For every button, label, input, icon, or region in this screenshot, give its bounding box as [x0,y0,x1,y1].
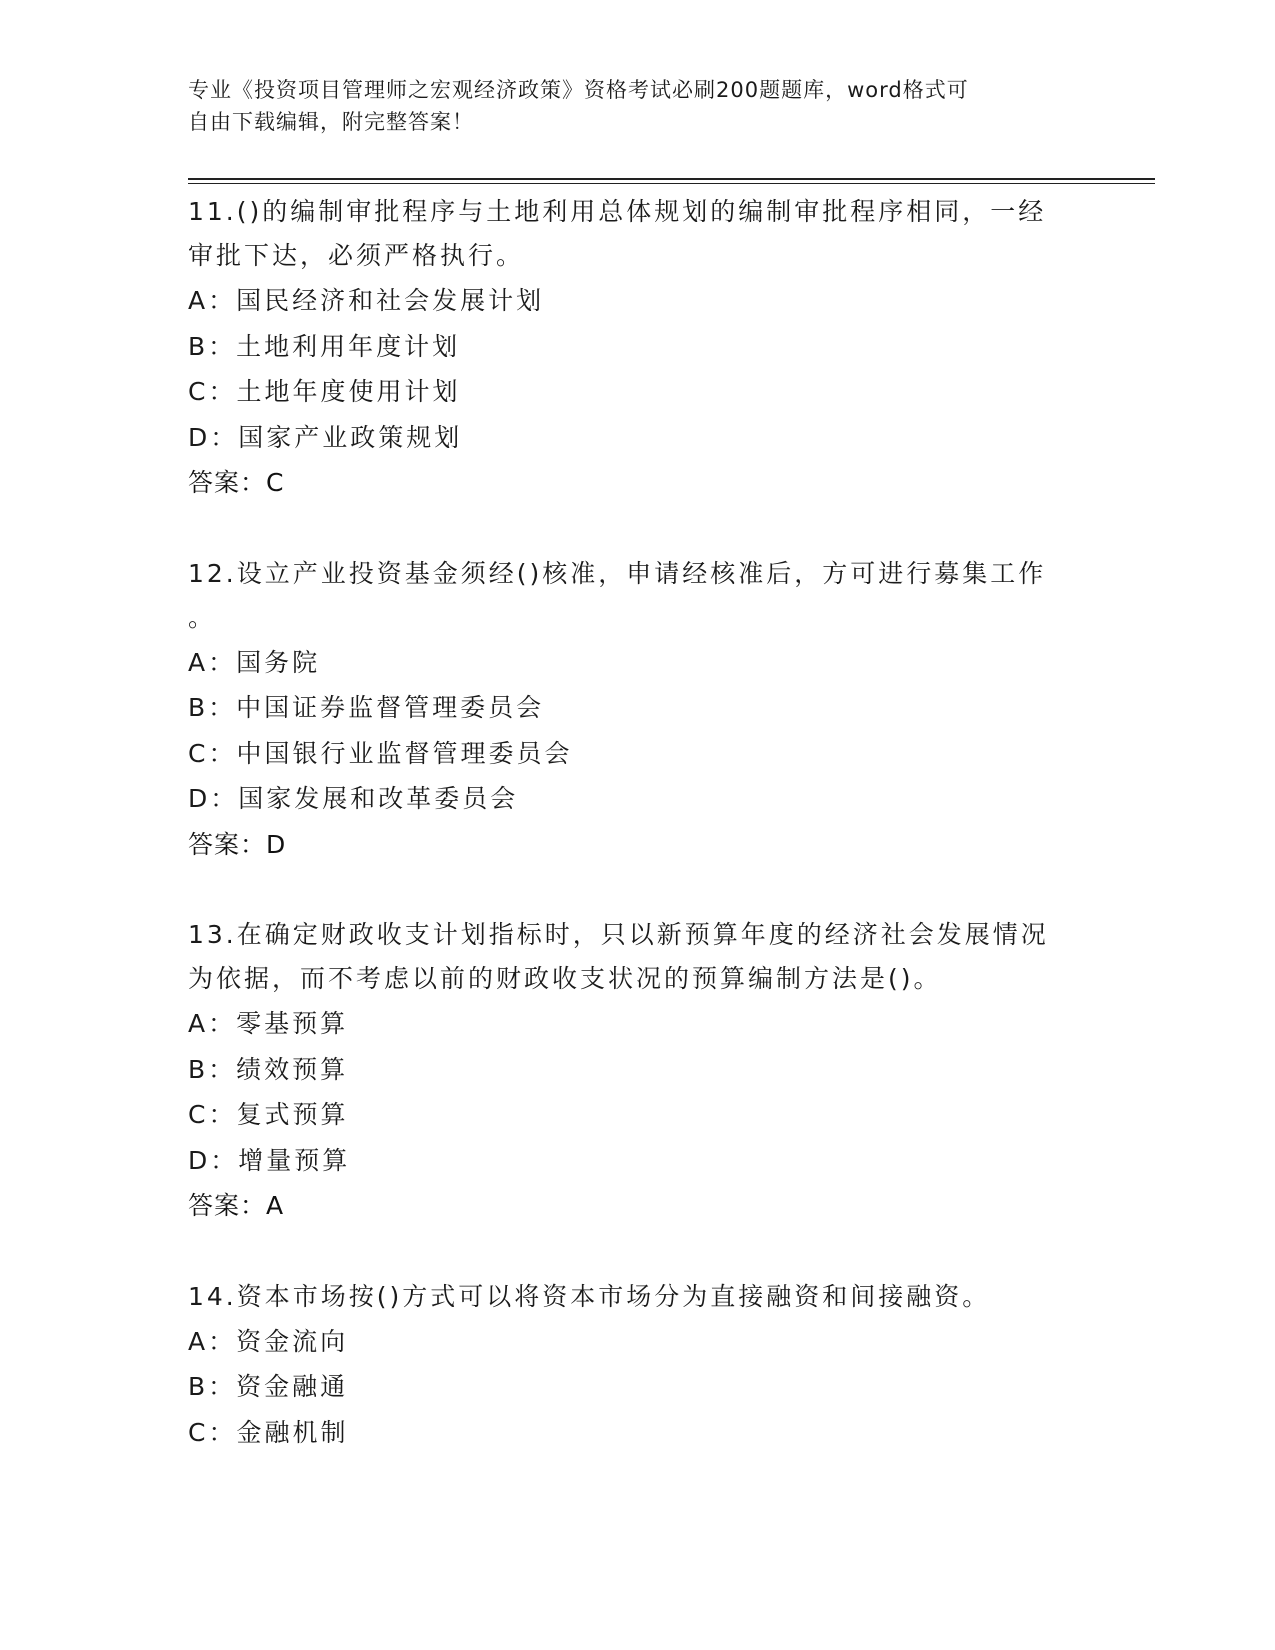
option-b: B：资金融通 [188,1372,349,1401]
header-rule-thin [188,183,1155,184]
option-d: D：国家发展和改革委员会 [188,784,519,813]
question-stem-line: 13.在确定财政收支计划指标时，只以新预算年度的经济社会发展情况 [188,920,1049,949]
question-stem-line: 。 [188,602,217,632]
option-c: C：中国银行业监督管理委员会 [188,738,573,768]
question-11 [188,190,1088,506]
option-a: A：国民经济和社会发展计划 [188,286,545,315]
header-line-2: 自由下载编辑，附完整答案！ [188,110,474,134]
header-rule-thick [188,178,1155,180]
answer-line: 答案：D [188,829,287,859]
option-b: B：土地利用年度计划 [188,331,461,361]
option-d: D：增量预算 [188,1145,351,1175]
option-a: A：国务院 [188,647,321,677]
question-stem-line: 为依据，而不考虑以前的财政收支状况的预算编制方法是()。 [188,964,942,993]
answer-line: 答案：A [188,1191,285,1220]
option-a: A：零基预算 [188,1009,349,1038]
question-14 [188,1275,1088,1456]
answer-line: 答案：C [188,468,285,497]
option-c: C：土地年度使用计划 [188,377,461,406]
option-c: C：金融机制 [188,1417,349,1447]
question-list [188,190,1088,1455]
question-12 [188,552,1088,868]
question-stem-line: 11.()的编制审批程序与土地利用总体规划的编制审批程序相同，一经 [188,197,1047,226]
option-b: B：绩效预算 [188,1054,349,1084]
question-stem-line: 审批下达，必须严格执行。 [188,241,525,270]
option-d: D：国家产业政策规划 [188,422,463,452]
document-header [188,74,1078,138]
question-stem-line: 14.资本市场按()方式可以将资本市场分为直接融资和间接融资。 [188,1281,991,1311]
header-line-1: 专业《投资项目管理师之宏观经济政策》资格考试必刷200题题库，word格式可 [188,78,969,102]
option-c: C：复式预算 [188,1100,349,1129]
option-a: A：资金流向 [188,1326,349,1356]
question-13 [188,913,1088,1229]
option-b: B：中国证券监督管理委员会 [188,693,545,722]
question-stem-line: 12.设立产业投资基金须经()核准，申请经核准后，方可进行募集工作 [188,558,1047,588]
